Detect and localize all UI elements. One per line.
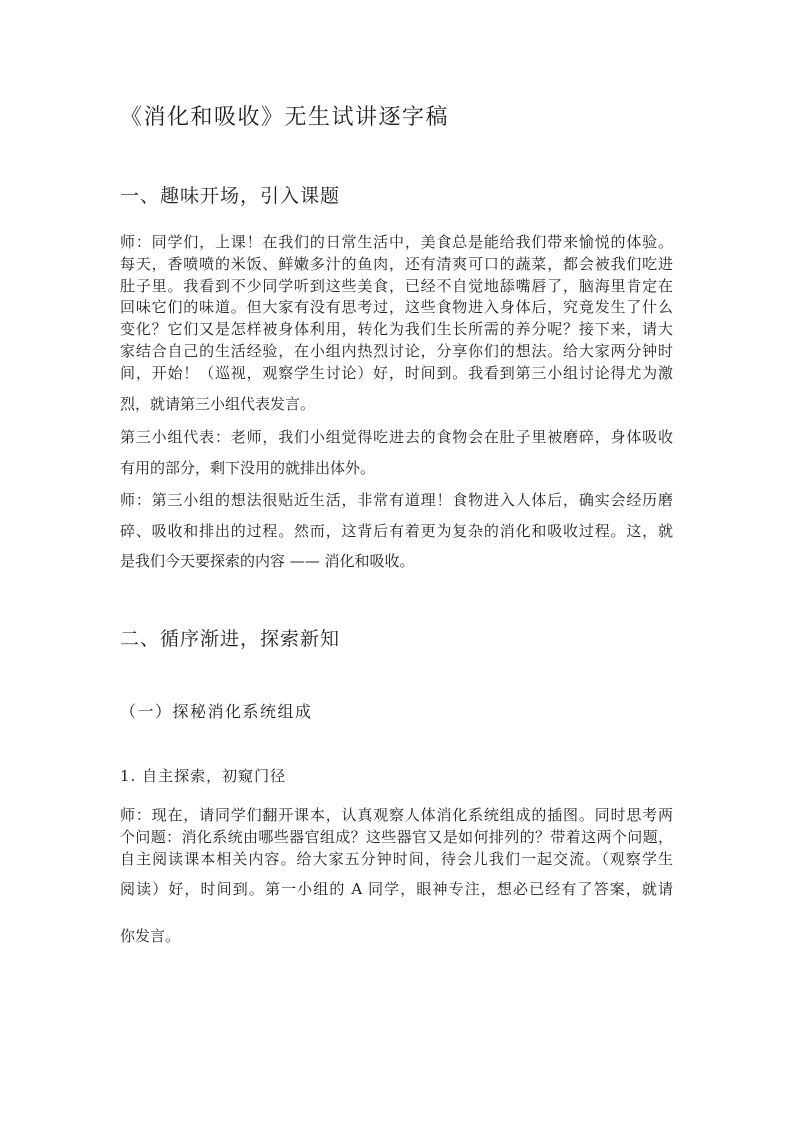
paragraph-line: 间，开始！（巡视，观察学生讨论）好，时间到。我看到第三小组讨论得尤为激: [120, 363, 673, 382]
paragraph-line: 是我们今天要探索的内容 —— 消化和吸收。: [120, 552, 415, 571]
paragraph-line: 师：同学们，上课！在我们的日常生活中，美食总是能给我们带来愉悦的体验。: [120, 233, 673, 252]
paragraph: [120, 232, 673, 415]
step-heading: 1. 自主探索，初窥门径: [120, 767, 287, 785]
paragraph-line: 阅读）好，时间到。第一小组的 A 同学，眼神专注，想必已经有了答案，就请: [120, 879, 673, 898]
subsection-heading: （一）探秘消化系统组成: [120, 702, 313, 721]
section-heading-explore: 二、循序渐进，探索新知: [120, 628, 341, 650]
document-title: 《消化和吸收》无生试讲逐字稿: [120, 105, 450, 130]
paragraph-line: 变化？它们又是怎样被身体利用，转化为我们生长所需的养分呢？接下来，请大: [120, 320, 673, 339]
paragraph: [120, 805, 673, 948]
paragraph: [120, 490, 673, 573]
paragraph-line: 第三小组代表：老师，我们小组觉得吃进去的食物会在肚子里被磨碎，身体吸收: [120, 428, 673, 447]
section-heading-intro: 一、趣味开场，引入课题: [120, 185, 341, 207]
paragraph-line: 家结合自己的生活经验，在小组内热烈讨论，分享你们的想法。给大家两分钟时: [120, 342, 673, 361]
paragraph-line: 肚子里。我看到不少同学听到这些美食，已经不自觉地舔嘴唇了，脑海里肯定在: [120, 276, 673, 295]
paragraph-line: 个问题：消化系统由哪些器官组成？这些器官又是如何排列的？带着这两个问题，: [120, 827, 673, 846]
paragraph-line: 烈，就请第三小组代表发言。: [120, 394, 316, 413]
paragraph-line: 碎、吸收和排出的过程。然而，这背后有着更为复杂的消化和吸收过程。这，就: [120, 521, 673, 540]
paragraph-line: 每天，香喷喷的米饭、鲜嫩多汁的鱼肉，还有清爽可口的蔬菜，都会被我们吃进: [120, 254, 673, 273]
paragraph-line: 师：现在，请同学们翻开课本，认真观察人体消化系统组成的插图。同时思考两: [120, 806, 673, 825]
paragraph-line: 回味它们的味道。但大家有没有思考过，这些食物进入身体后，究竟发生了什么: [120, 298, 673, 317]
paragraph-line: 自主阅读课本相关内容。给大家五分钟时间，待会儿我们一起交流。（观察学生: [120, 849, 673, 868]
paragraph-line: 师：第三小组的想法很贴近生活，非常有道理！食物进入人体后，确实会经历磨: [120, 491, 673, 510]
paragraph-line: 有用的部分，剩下没用的就排出体外。: [120, 458, 376, 477]
paragraph: [120, 427, 673, 480]
paragraph-line: 你发言。: [120, 927, 181, 946]
